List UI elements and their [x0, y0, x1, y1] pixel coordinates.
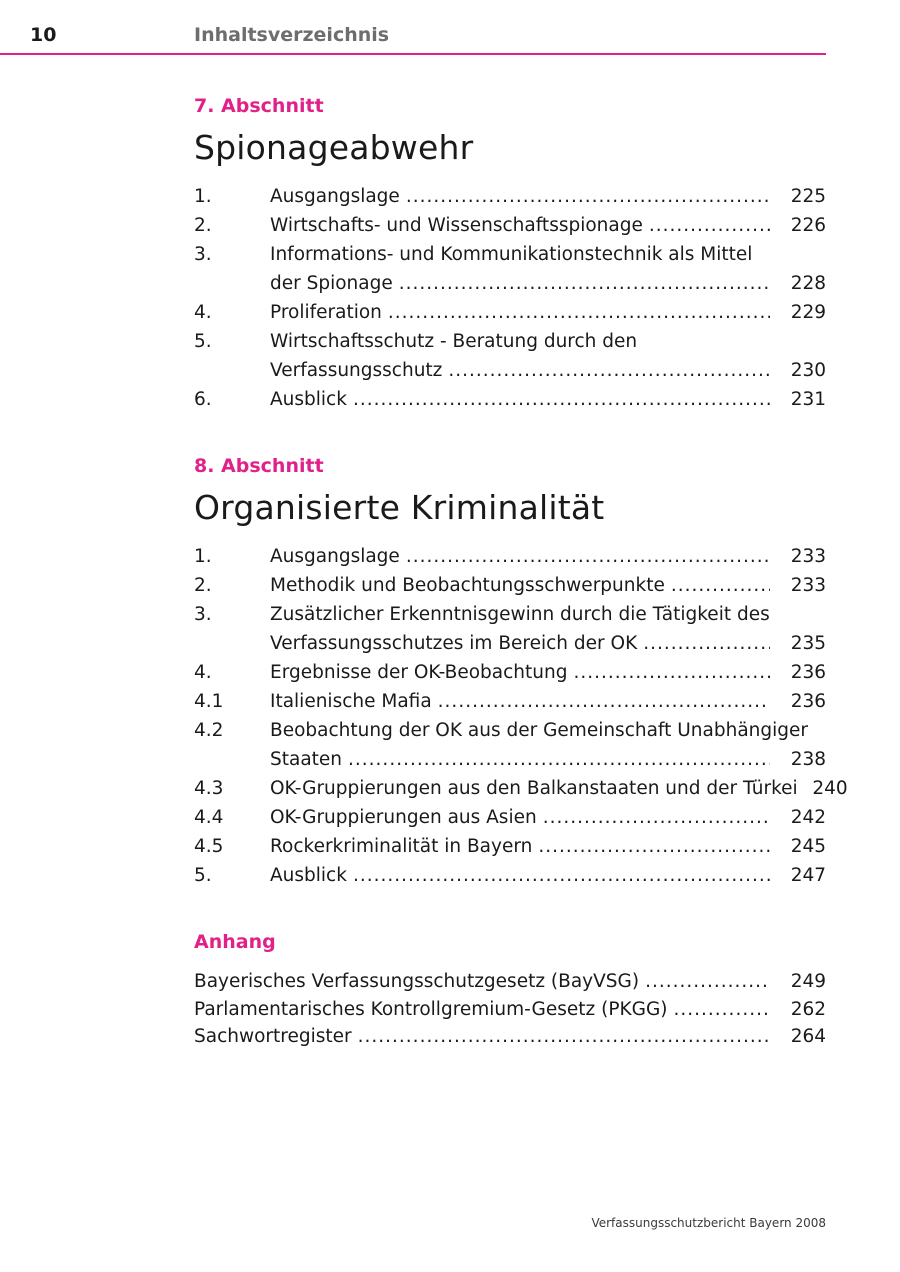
toc-section: [194, 454, 848, 890]
toc-list: [194, 182, 826, 414]
dot-leader: [406, 182, 770, 211]
toc-entry[interactable]: [194, 600, 826, 658]
toc-page-number[interactable]: 262: [790, 998, 826, 1020]
toc-entry-line: [270, 182, 826, 211]
toc-entry-title[interactable]: Parlamentarisches Kontrollgremium-Gesetz (PKGG): [194, 998, 668, 1020]
toc-entry-text: [270, 571, 826, 600]
toc-page-number[interactable]: 240: [812, 778, 848, 799]
toc-entry-text: [270, 716, 826, 774]
dot-leader: [406, 542, 770, 571]
toc-page-number[interactable]: 247: [790, 865, 826, 886]
toc-entry-line: [270, 629, 826, 658]
appendix-entry[interactable]: [194, 968, 826, 996]
toc-entry-title[interactable]: Ergebnisse der OK-Beobachtung: [270, 662, 568, 683]
toc-entry[interactable]: [194, 571, 826, 600]
toc-entry-line: [270, 356, 826, 385]
toc-entry[interactable]: [194, 774, 848, 803]
toc-entry-text: [270, 658, 826, 687]
toc-entry-number: 4.1: [194, 691, 224, 712]
dot-leader: [573, 658, 770, 687]
toc-entry-line: [270, 240, 826, 269]
section-title: Spionageabwehr: [194, 128, 474, 167]
toc-entry-title[interactable]: Ausgangslage: [270, 186, 400, 207]
toc-page-number[interactable]: 235: [790, 633, 826, 654]
toc-entry-text: [270, 774, 848, 803]
toc-entry-title[interactable]: Wirtschaftsschutz - Beratung durch den: [270, 331, 638, 352]
toc-section: [194, 94, 826, 414]
toc-page-number[interactable]: 230: [790, 360, 826, 381]
toc-page-number[interactable]: 238: [790, 749, 826, 770]
toc-entry-number: 5.: [194, 331, 212, 352]
toc-entry-title[interactable]: der Spionage: [270, 273, 393, 294]
appendix-entry[interactable]: [194, 1023, 826, 1051]
dot-leader: [448, 356, 770, 385]
toc-entry-number: 4.3: [194, 778, 224, 799]
section-label: 7. Abschnitt: [194, 95, 324, 117]
toc-page-number[interactable]: 233: [790, 575, 826, 596]
toc-entry-title[interactable]: OK-Gruppierungen aus Asien: [270, 807, 537, 828]
toc-page-number[interactable]: 233: [790, 546, 826, 567]
toc-entry[interactable]: [194, 542, 826, 571]
toc-entry-text: [270, 687, 826, 716]
section-label: 8. Abschnitt: [194, 455, 324, 477]
toc-entry-number: 4.5: [194, 836, 224, 857]
running-title: Inhaltsverzeichnis: [194, 24, 390, 46]
toc-page-number[interactable]: 249: [790, 971, 826, 992]
toc-entry[interactable]: [194, 182, 826, 211]
toc-entry-line: [270, 774, 848, 803]
dot-leader: [543, 803, 770, 832]
toc-entry-title[interactable]: Zusätzlicher Erkenntnisgewinn durch die Tätigkeit des: [270, 604, 770, 625]
dot-leader: [358, 1023, 770, 1051]
section-title: Organisierte Kriminalität: [194, 488, 605, 527]
toc-entry-title[interactable]: Staaten: [270, 749, 343, 770]
toc-entry-line: [270, 385, 826, 414]
toc-entry-line: [270, 716, 826, 745]
toc-entry-title[interactable]: Bayerisches Verfassungsschutzgesetz (BayVSG): [194, 971, 640, 992]
toc-entry[interactable]: [194, 832, 826, 861]
toc-entry-number: 6.: [194, 389, 212, 410]
toc-entry-title[interactable]: Rockerkriminalität in Bayern: [270, 836, 533, 857]
dot-leader: [645, 968, 770, 996]
dot-leader: [353, 385, 770, 414]
toc-entry-line: [270, 658, 826, 687]
toc-entry-number: 4.: [194, 662, 212, 683]
toc-entry[interactable]: [194, 861, 826, 890]
dot-leader: [643, 629, 770, 658]
appendix-entry[interactable]: [194, 996, 826, 1024]
toc-entry-title[interactable]: Wirtschafts- und Wissenschaftsspionage: [270, 215, 643, 236]
dot-leader: [649, 211, 770, 240]
page-footer: Verfassungsschutzbericht Bayern 2008: [591, 1216, 826, 1230]
toc-entry-title[interactable]: Sachwortregister: [194, 1026, 352, 1047]
toc-entry-title[interactable]: Ausblick: [270, 389, 347, 410]
toc-entry[interactable]: [194, 298, 826, 327]
toc-entry-line: [270, 832, 826, 861]
toc-entry[interactable]: [194, 327, 826, 385]
dot-leader: [348, 745, 770, 774]
dot-leader: [438, 687, 770, 716]
dot-leader: [671, 571, 770, 600]
toc-entry-line: [270, 745, 826, 774]
toc-entry-line: [194, 996, 826, 1024]
toc-entry-number: 2.: [194, 575, 212, 596]
toc-entry-number: 4.2: [194, 720, 224, 741]
toc-entry-title[interactable]: Informations- und Kommunikationstechnik als Mittel: [270, 244, 753, 265]
toc-entry-text: [270, 240, 826, 298]
toc-entry-line: [270, 269, 826, 298]
toc-entry-line: [270, 327, 826, 356]
toc-entry-text: [270, 327, 826, 385]
appendix-entry-text: [194, 968, 826, 996]
toc-entry-text: [270, 803, 826, 832]
toc-entry-title[interactable]: Ausblick: [270, 865, 347, 886]
toc-entry-text: [270, 600, 826, 658]
toc-entry-text: [270, 832, 826, 861]
toc-entry-line: [270, 542, 826, 571]
toc-entry-title[interactable]: OK-Gruppierungen aus den Balkanstaaten und der Türkei: [270, 778, 798, 799]
toc-page-number[interactable]: 236: [790, 662, 826, 683]
toc-entry-number: 2.: [194, 215, 212, 236]
appendix-label: Anhang: [194, 931, 276, 953]
appendix-entry-text: [194, 996, 826, 1024]
toc-page-number[interactable]: 242: [790, 807, 826, 828]
toc-entry[interactable]: [194, 658, 826, 687]
toc-entry[interactable]: [194, 385, 826, 414]
toc-entry-text: [270, 182, 826, 211]
toc-page-number[interactable]: 264: [790, 1026, 826, 1047]
toc-page-number[interactable]: 229: [790, 302, 826, 323]
toc-entry-title[interactable]: Ausgangslage: [270, 546, 400, 567]
toc-entry-number: 4.: [194, 302, 212, 323]
toc-entry-number: 3.: [194, 604, 212, 625]
toc-entry-title[interactable]: Beobachtung der OK aus der Gemeinschaft Unabhängiger: [270, 720, 808, 741]
toc-entry[interactable]: [194, 240, 826, 298]
appendix-section: [194, 930, 826, 1051]
page-number: 10: [30, 24, 57, 46]
toc-entry-line: [270, 861, 826, 890]
toc-page-number[interactable]: 225: [790, 186, 826, 207]
toc-page-number[interactable]: 228: [790, 273, 826, 294]
dot-leader: [388, 298, 770, 327]
toc-entry-line: [270, 571, 826, 600]
toc-entry-title[interactable]: Verfassungsschutz: [270, 360, 443, 381]
toc-list: [194, 542, 848, 890]
toc-entry-text: [270, 211, 826, 240]
toc-entry-line: [270, 211, 826, 240]
toc-entry-text: [270, 298, 826, 327]
toc-entry[interactable]: [194, 716, 826, 774]
toc-entry[interactable]: [194, 803, 826, 832]
toc-entry-text: [270, 385, 826, 414]
toc-entry-title[interactable]: Proliferation: [270, 302, 382, 323]
appendix-entries: [194, 968, 826, 1051]
toc-sections: [194, 94, 848, 890]
toc-page-number[interactable]: 231: [790, 389, 826, 410]
toc-entry[interactable]: [194, 687, 826, 716]
appendix-entry-text: [194, 1023, 826, 1051]
toc-entry-title[interactable]: Methodik und Beobachtungsschwerpunkte: [270, 575, 665, 596]
dot-leader: [353, 861, 770, 890]
page-header: [0, 0, 826, 55]
toc-entry-line: [194, 968, 826, 996]
toc-entry-line: [270, 687, 826, 716]
toc-entry-line: [194, 1023, 826, 1051]
dot-leader: [399, 269, 770, 298]
toc-entry-number: 4.4: [194, 807, 224, 828]
toc-entry-number: 5.: [194, 865, 212, 886]
toc-entry-text: [270, 861, 826, 890]
toc-entry-line: [270, 298, 826, 327]
dot-leader: [538, 832, 770, 861]
toc-page-number[interactable]: 245: [790, 836, 826, 857]
toc-entry-number: 1.: [194, 546, 212, 567]
toc-entry-line: [270, 600, 826, 629]
toc-entry-number: 3.: [194, 244, 212, 265]
toc-entry-title[interactable]: Italienische Mafia: [270, 691, 432, 712]
toc-entry-title[interactable]: Verfassungsschutzes im Bereich der OK: [270, 633, 638, 654]
toc-entry[interactable]: [194, 211, 826, 240]
toc-entry-number: 1.: [194, 186, 212, 207]
table-of-contents: [194, 94, 848, 1051]
toc-entry-line: [270, 803, 826, 832]
dot-leader: [674, 996, 770, 1024]
toc-page-number[interactable]: 236: [790, 691, 826, 712]
toc-entry-text: [270, 542, 826, 571]
toc-page-number[interactable]: 226: [790, 215, 826, 236]
